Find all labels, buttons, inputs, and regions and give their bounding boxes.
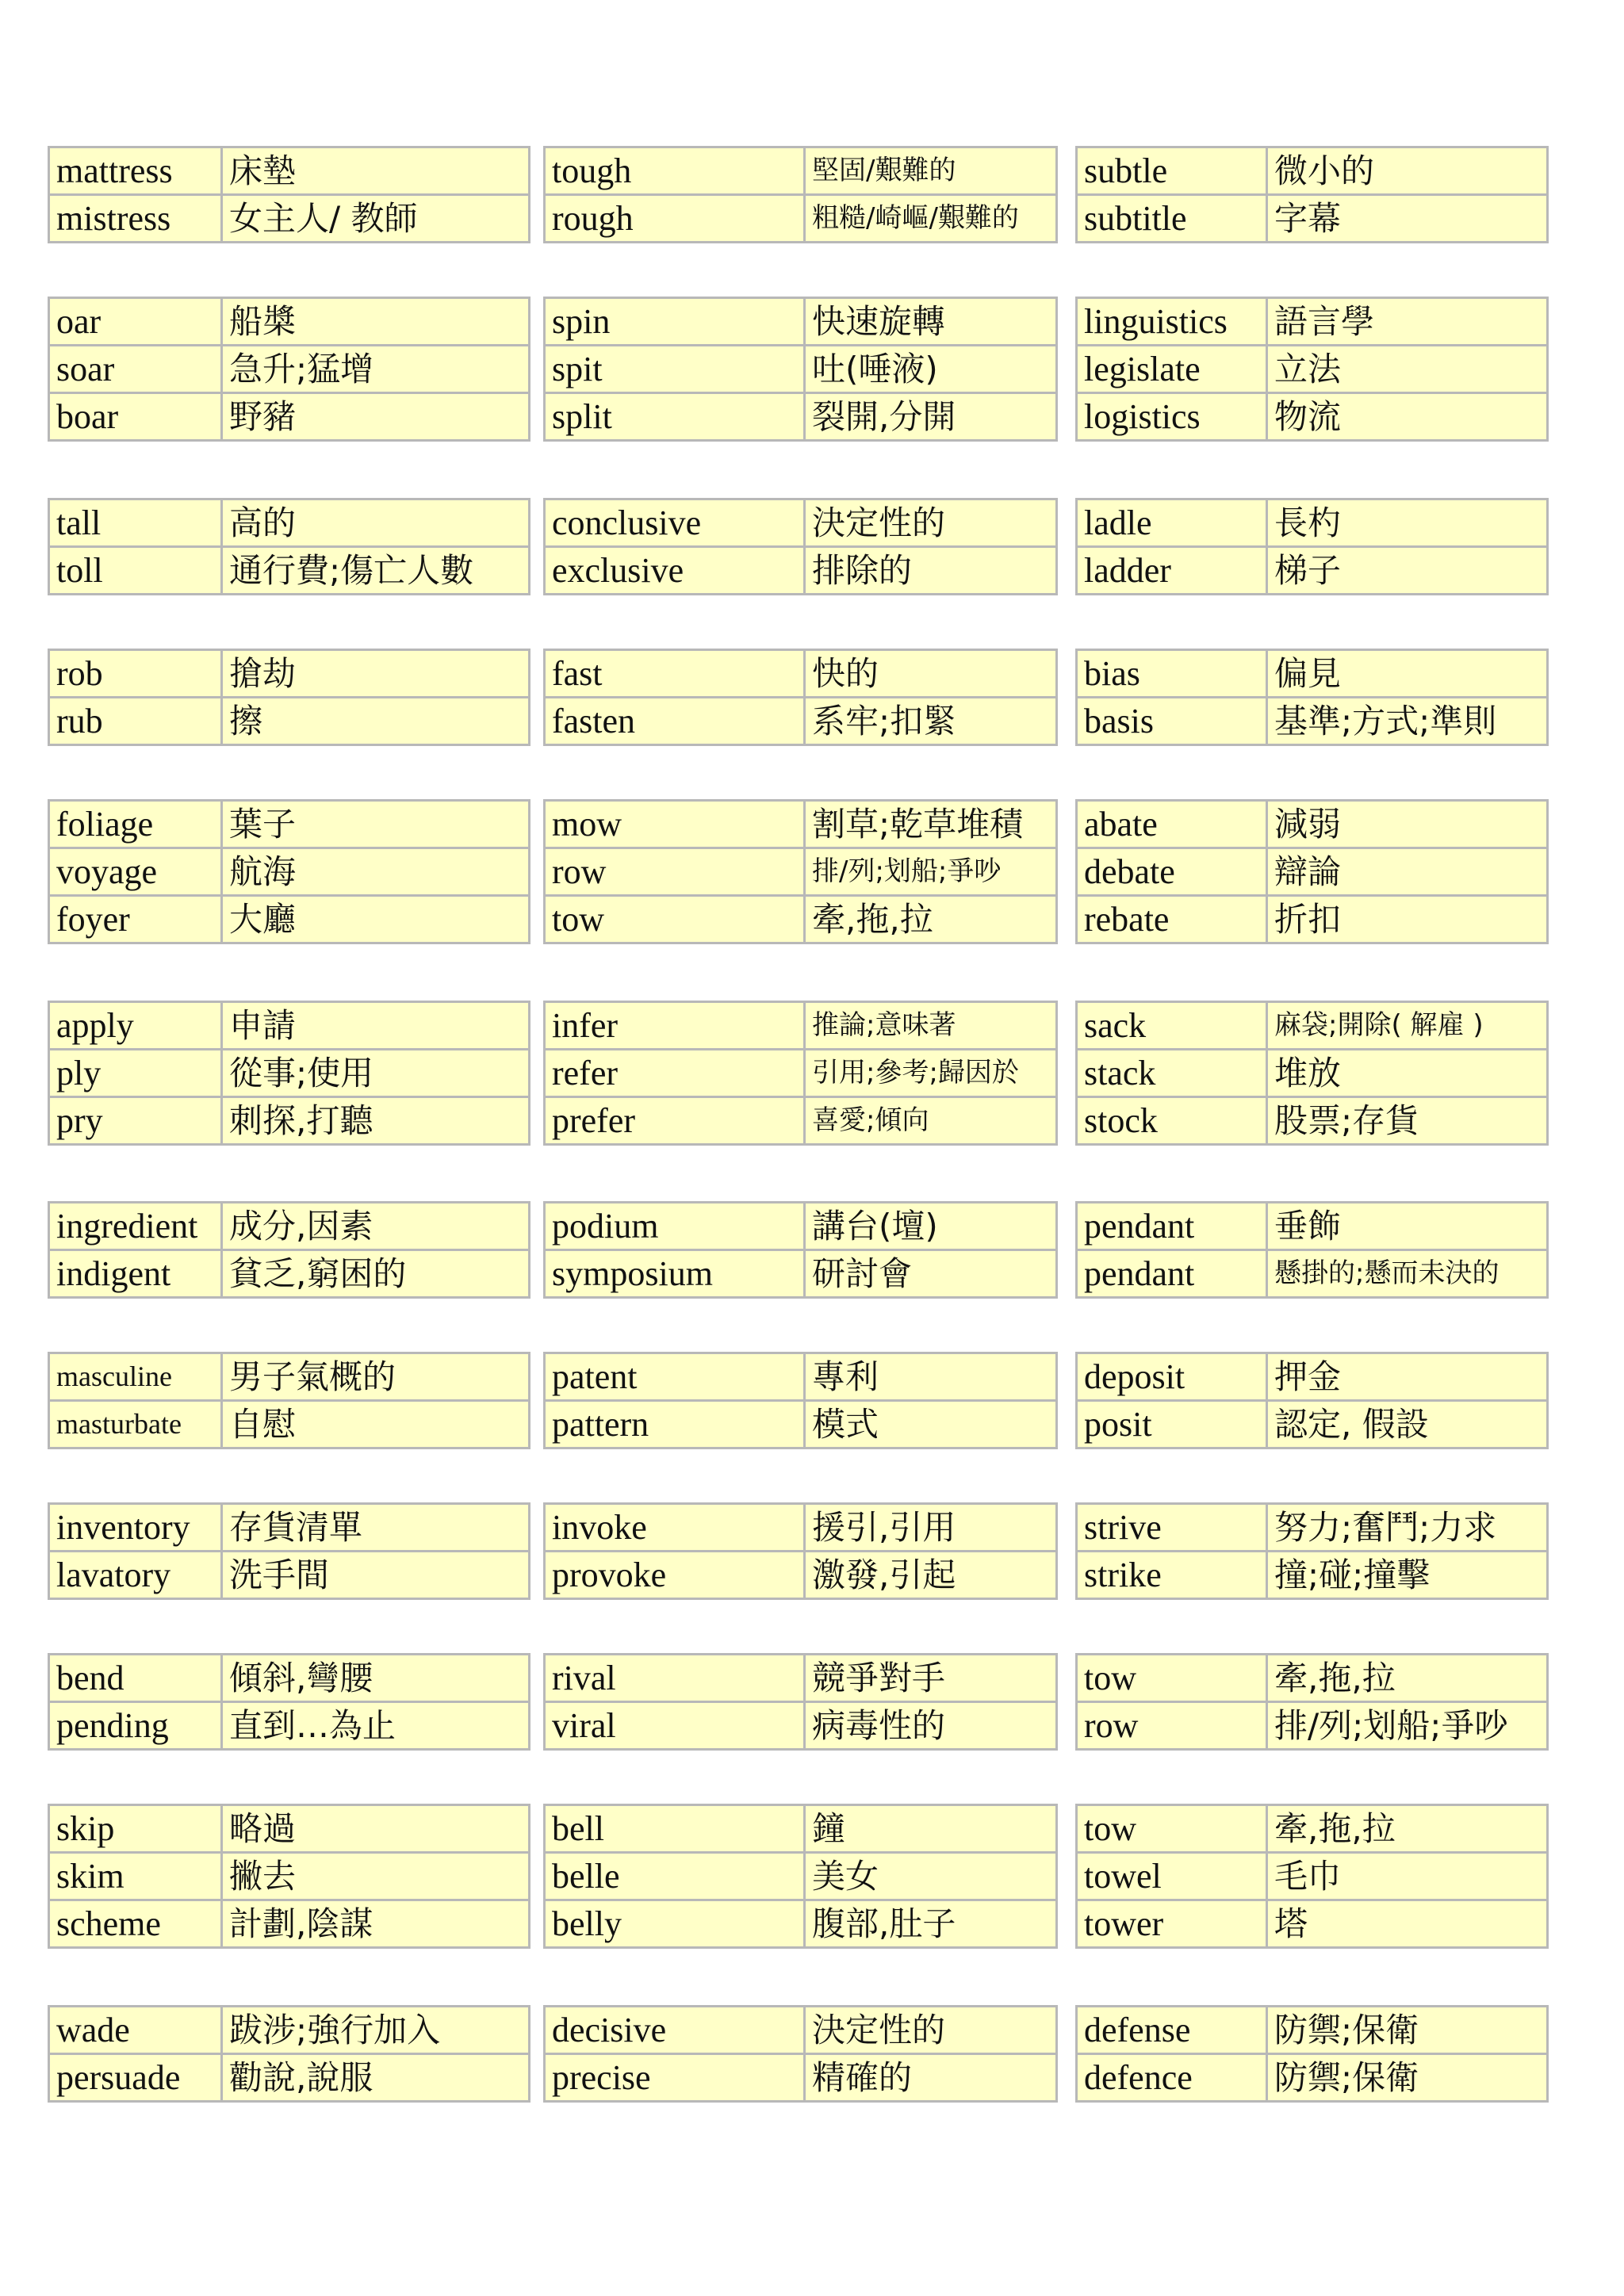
english-word: viral [545,1702,805,1750]
chinese-translation: 排/列;划船;爭吵 [805,848,1057,896]
word-row [545,698,1057,745]
word-row [545,547,1057,595]
word-row [545,1702,1057,1750]
english-word: deposit [1077,1353,1267,1401]
word-table [48,1352,530,1449]
chinese-translation: 貧乏,窮困的 [222,1250,530,1298]
chinese-translation: 專利 [805,1353,1057,1401]
word-row [49,393,530,441]
word-row [1077,1552,1548,1599]
english-word: row [545,848,805,896]
word-row [545,1504,1057,1552]
word-row [1077,2054,1548,2102]
chinese-translation: 刺探,打聽 [222,1097,530,1145]
english-word: bias [1077,650,1267,698]
word-table [1075,1502,1549,1600]
chinese-translation: 立法 [1267,346,1548,393]
english-word: rival [545,1655,805,1702]
english-word: skim [49,1853,222,1900]
chinese-translation: 撞;碰;撞擊 [1267,1552,1548,1599]
english-word: pry [49,1097,222,1145]
english-word: tow [1077,1655,1267,1702]
chinese-translation: 講台(壇) [805,1203,1057,1250]
english-word: fasten [545,698,805,745]
english-word: subtitle [1077,195,1267,243]
word-row [49,547,530,595]
word-table [543,1502,1058,1600]
english-word: masculine [49,1353,222,1401]
english-word: skip [49,1805,222,1853]
english-word: tower [1077,1900,1267,1948]
word-row [49,147,530,195]
chinese-translation: 男子氣概的 [222,1353,530,1401]
english-word: ply [49,1050,222,1097]
word-row [545,393,1057,441]
english-word: posit [1077,1401,1267,1448]
word-row [545,1050,1057,1097]
word-row [1077,499,1548,547]
word-table [543,1804,1058,1949]
word-row [545,147,1057,195]
word-table [48,1804,530,1949]
chinese-translation: 偏見 [1267,650,1548,698]
chinese-translation: 粗糙/崎嶇/艱難的 [805,195,1057,243]
word-row [1077,896,1548,943]
word-row [1077,1655,1548,1702]
word-table [48,1653,530,1751]
word-row [1077,1805,1548,1853]
word-row [49,1353,530,1401]
word-table [48,1502,530,1600]
english-word: tall [49,499,222,547]
chinese-translation: 推論;意味著 [805,1002,1057,1050]
chinese-translation: 裂開,分開 [805,393,1057,441]
word-row [49,1504,530,1552]
word-row [1077,147,1548,195]
chinese-translation: 搶劫 [222,650,530,698]
word-row [49,2007,530,2054]
word-row [1077,1097,1548,1145]
english-word: stack [1077,1050,1267,1097]
english-word: pattern [545,1401,805,1448]
chinese-translation: 語言學 [1267,298,1548,346]
word-row [545,1203,1057,1250]
chinese-translation: 微小的 [1267,147,1548,195]
chinese-translation: 船槳 [222,298,530,346]
word-row [49,346,530,393]
chinese-translation: 喜愛;傾向 [805,1097,1057,1145]
english-word: masturbate [49,1401,222,1448]
chinese-translation: 減弱 [1267,801,1548,848]
word-row [49,2054,530,2102]
word-table [543,1001,1058,1146]
word-row [49,1900,530,1948]
word-row [49,499,530,547]
word-row [1077,1401,1548,1448]
chinese-translation: 堆放 [1267,1050,1548,1097]
word-row [545,1805,1057,1853]
word-table [1075,146,1549,243]
word-row [545,1097,1057,1145]
english-word: rebate [1077,896,1267,943]
word-row [49,896,530,943]
chinese-translation: 航海 [222,848,530,896]
chinese-translation: 字幕 [1267,195,1548,243]
english-word: apply [49,1002,222,1050]
english-word: subtle [1077,147,1267,195]
chinese-translation: 跋涉;強行加入 [222,2007,530,2054]
english-word: ingredient [49,1203,222,1250]
english-word: basis [1077,698,1267,745]
word-row [1077,1002,1548,1050]
english-word: provoke [545,1552,805,1599]
english-word: row [1077,1702,1267,1750]
word-row [1077,393,1548,441]
word-row [49,1250,530,1298]
english-word: mistress [49,195,222,243]
english-word: logistics [1077,393,1267,441]
word-table [48,1001,530,1146]
chinese-translation: 系牢;扣緊 [805,698,1057,745]
word-row [1077,1702,1548,1750]
chinese-translation: 申請 [222,1002,530,1050]
word-row [49,195,530,243]
english-word: mow [545,801,805,848]
word-row [545,1401,1057,1448]
word-row [545,195,1057,243]
word-row [545,1853,1057,1900]
word-row [1077,698,1548,745]
chinese-translation: 基準;方式;準則 [1267,698,1548,745]
chinese-translation: 略過 [222,1805,530,1853]
word-table [1075,297,1549,442]
word-table [48,146,530,243]
chinese-translation: 折扣 [1267,896,1548,943]
english-word: split [545,393,805,441]
english-word: stock [1077,1097,1267,1145]
english-word: oar [49,298,222,346]
word-table [48,297,530,442]
word-table [48,799,530,944]
chinese-translation: 病毒性的 [805,1702,1057,1750]
english-word: rough [545,195,805,243]
word-row [545,848,1057,896]
english-word: pending [49,1702,222,1750]
word-table [1075,1201,1549,1299]
word-row [49,1552,530,1599]
word-table [543,2005,1058,2103]
chinese-translation: 毛巾 [1267,1853,1548,1900]
english-word: belly [545,1900,805,1948]
chinese-translation: 認定, 假設 [1267,1401,1548,1448]
word-row [1077,2007,1548,2054]
word-row [1077,801,1548,848]
word-row [1077,1853,1548,1900]
english-word: podium [545,1203,805,1250]
english-word: patent [545,1353,805,1401]
chinese-translation: 大廳 [222,896,530,943]
chinese-translation: 模式 [805,1401,1057,1448]
chinese-translation: 辯論 [1267,848,1548,896]
word-table [543,799,1058,944]
chinese-translation: 割草;乾草堆積 [805,801,1057,848]
english-word: spin [545,298,805,346]
word-table [543,146,1058,243]
word-table [543,1201,1058,1299]
chinese-translation: 努力;奮鬥;力求 [1267,1504,1548,1552]
word-row [49,1853,530,1900]
english-word: persuade [49,2054,222,2102]
english-word: linguistics [1077,298,1267,346]
chinese-translation: 計劃,陰謀 [222,1900,530,1948]
chinese-translation: 排/列;划船;爭吵 [1267,1702,1548,1750]
word-table [543,1653,1058,1751]
word-table [1075,1352,1549,1449]
english-word: toll [49,547,222,595]
word-row [49,1002,530,1050]
english-word: symposium [545,1250,805,1298]
chinese-translation: 激發,引起 [805,1552,1057,1599]
word-row [1077,547,1548,595]
chinese-translation: 吐(唾液) [805,346,1057,393]
chinese-translation: 精確的 [805,2054,1057,2102]
chinese-translation: 洗手間 [222,1552,530,1599]
english-word: fast [545,650,805,698]
word-row [49,1702,530,1750]
word-row [545,499,1057,547]
english-word: strike [1077,1552,1267,1599]
english-word: exclusive [545,547,805,595]
word-row [545,1552,1057,1599]
word-row [545,896,1057,943]
word-row [1077,1050,1548,1097]
chinese-translation: 競爭對手 [805,1655,1057,1702]
word-row [1077,1504,1548,1552]
word-row [49,1401,530,1448]
word-row [545,650,1057,698]
word-row [545,1002,1057,1050]
english-word: pendant [1077,1250,1267,1298]
chinese-translation: 床墊 [222,147,530,195]
english-word: mattress [49,147,222,195]
word-table [543,1352,1058,1449]
english-word: refer [545,1050,805,1097]
chinese-translation: 梯子 [1267,547,1548,595]
english-word: tough [545,147,805,195]
word-row [1077,1250,1548,1298]
chinese-translation: 自慰 [222,1401,530,1448]
word-table [1075,1001,1549,1146]
chinese-translation: 決定性的 [805,499,1057,547]
chinese-translation: 塔 [1267,1900,1548,1948]
english-word: indigent [49,1250,222,1298]
chinese-translation: 成分,因素 [222,1203,530,1250]
chinese-translation: 美女 [805,1853,1057,1900]
word-row [49,1655,530,1702]
word-row [545,2007,1057,2054]
chinese-translation: 排除的 [805,547,1057,595]
chinese-translation: 垂飾 [1267,1203,1548,1250]
word-row [1077,346,1548,393]
word-table [1075,498,1549,595]
english-word: prefer [545,1097,805,1145]
chinese-translation: 鐘 [805,1805,1057,1853]
chinese-translation: 女主人/ 教師 [222,195,530,243]
english-word: infer [545,1002,805,1050]
word-table [48,649,530,746]
english-word: legislate [1077,346,1267,393]
english-word: rub [49,698,222,745]
chinese-translation: 懸掛的;懸而未決的 [1267,1250,1548,1298]
word-row [49,650,530,698]
word-row [545,346,1057,393]
chinese-translation: 撇去 [222,1853,530,1900]
word-row [49,1805,530,1853]
english-word: voyage [49,848,222,896]
word-row [545,1655,1057,1702]
english-word: debate [1077,848,1267,896]
chinese-translation: 從事;使用 [222,1050,530,1097]
english-word: sack [1077,1002,1267,1050]
chinese-translation: 葉子 [222,801,530,848]
english-word: spit [545,346,805,393]
chinese-translation: 擦 [222,698,530,745]
english-word: soar [49,346,222,393]
word-table [543,649,1058,746]
english-word: towel [1077,1853,1267,1900]
chinese-translation: 引用;參考;歸因於 [805,1050,1057,1097]
word-table [1075,1804,1549,1949]
word-table [1075,1653,1549,1751]
english-word: defense [1077,2007,1267,2054]
word-row [545,801,1057,848]
chinese-translation: 長杓 [1267,499,1548,547]
chinese-translation: 堅固/艱難的 [805,147,1057,195]
chinese-translation: 快速旋轉 [805,298,1057,346]
chinese-translation: 急升;猛增 [222,346,530,393]
word-row [1077,1900,1548,1948]
english-word: foyer [49,896,222,943]
word-row [1077,195,1548,243]
english-word: lavatory [49,1552,222,1599]
chinese-translation: 存貨清單 [222,1504,530,1552]
word-table [1075,799,1549,944]
word-row [545,1250,1057,1298]
word-row [545,2054,1057,2102]
english-word: foliage [49,801,222,848]
word-row [1077,848,1548,896]
word-row [1077,298,1548,346]
chinese-translation: 股票;存貨 [1267,1097,1548,1145]
chinese-translation: 援引,引用 [805,1504,1057,1552]
english-word: pendant [1077,1203,1267,1250]
english-word: tow [545,896,805,943]
english-word: inventory [49,1504,222,1552]
chinese-translation: 通行費;傷亡人數 [222,547,530,595]
english-word: invoke [545,1504,805,1552]
word-row [49,848,530,896]
chinese-translation: 直到…為止 [222,1702,530,1750]
word-row [49,1203,530,1250]
english-word: wade [49,2007,222,2054]
chinese-translation: 押金 [1267,1353,1548,1401]
english-word: conclusive [545,499,805,547]
english-word: bend [49,1655,222,1702]
english-word: belle [545,1853,805,1900]
word-table [48,498,530,595]
english-word: decisive [545,2007,805,2054]
chinese-translation: 腹部,肚子 [805,1900,1057,1948]
chinese-translation: 傾斜,彎腰 [222,1655,530,1702]
chinese-translation: 牽,拖,拉 [805,896,1057,943]
word-row [545,1353,1057,1401]
word-row [49,298,530,346]
english-word: tow [1077,1805,1267,1853]
chinese-translation: 高的 [222,499,530,547]
chinese-translation: 野豬 [222,393,530,441]
chinese-translation: 防禦;保衛 [1267,2054,1548,2102]
word-row [545,298,1057,346]
english-word: ladder [1077,547,1267,595]
word-row [49,801,530,848]
word-row [1077,650,1548,698]
english-word: bell [545,1805,805,1853]
word-row [1077,1353,1548,1401]
chinese-translation: 牽,拖,拉 [1267,1805,1548,1853]
chinese-translation: 決定性的 [805,2007,1057,2054]
word-row [49,1050,530,1097]
chinese-translation: 防禦;保衛 [1267,2007,1548,2054]
word-table [48,1201,530,1299]
word-table [1075,2005,1549,2103]
word-row [49,698,530,745]
english-word: boar [49,393,222,441]
chinese-translation: 麻袋;開除( 解雇 ) [1267,1002,1548,1050]
english-word: rob [49,650,222,698]
english-word: strive [1077,1504,1267,1552]
word-table [543,498,1058,595]
word-table [48,2005,530,2103]
chinese-translation: 研討會 [805,1250,1057,1298]
chinese-translation: 牽,拖,拉 [1267,1655,1548,1702]
chinese-translation: 快的 [805,650,1057,698]
english-word: abate [1077,801,1267,848]
word-table [1075,649,1549,746]
word-row [49,1097,530,1145]
word-row [545,1900,1057,1948]
word-table [543,297,1058,442]
english-word: ladle [1077,499,1267,547]
chinese-translation: 物流 [1267,393,1548,441]
word-row [1077,1203,1548,1250]
english-word: precise [545,2054,805,2102]
english-word: defence [1077,2054,1267,2102]
chinese-translation: 勸說,說服 [222,2054,530,2102]
english-word: scheme [49,1900,222,1948]
